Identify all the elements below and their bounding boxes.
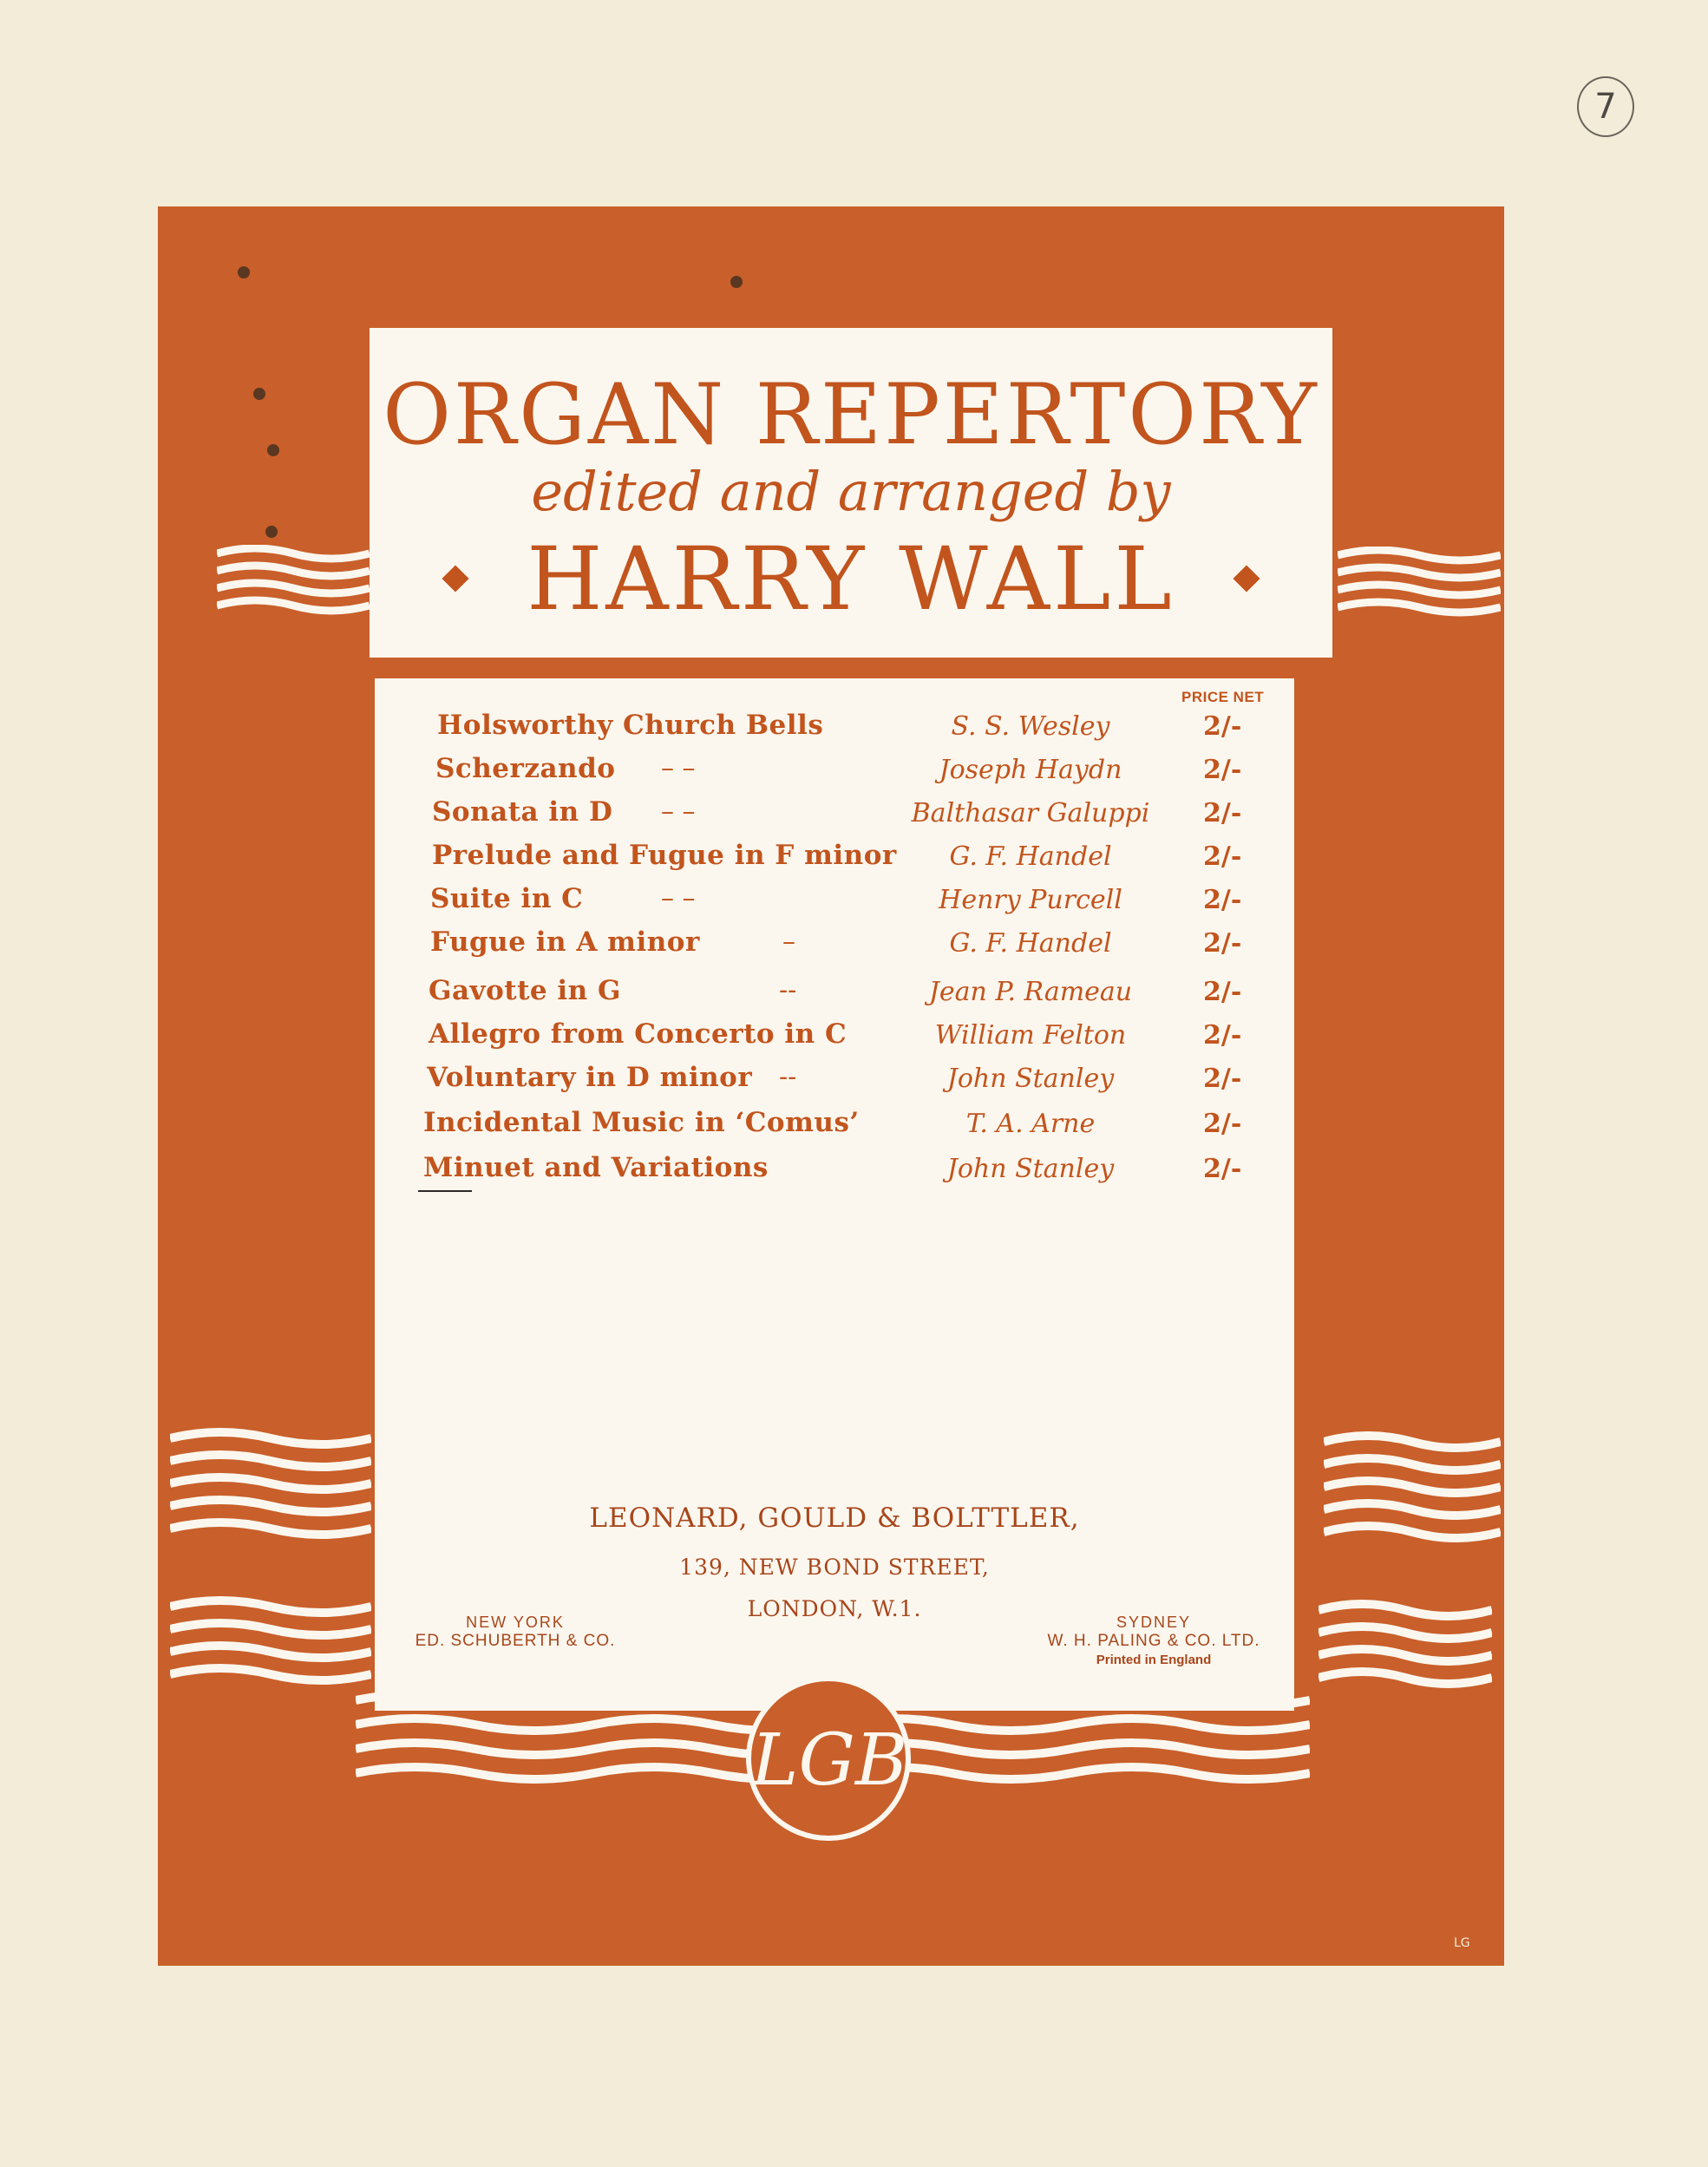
piece-title: Incidental Music in ‘Comus’ (423, 1107, 860, 1138)
price: 2/- (1203, 711, 1242, 742)
publisher-monogram-seal (746, 1676, 911, 1841)
agent-city: SYDNEY (1116, 1614, 1192, 1631)
agent-firm: ED. SCHUBERTH & CO. (415, 1632, 616, 1650)
dash-leader: -- (779, 975, 797, 1005)
price: 2/- (1203, 841, 1242, 872)
catalogue-row (375, 975, 1294, 1018)
piece-title: Holsworthy Church Bells (437, 710, 824, 741)
punch-hole (238, 266, 250, 278)
collection-title: ORGAN REPERTORY (383, 366, 1319, 463)
price-column-header: PRICE NET (1181, 689, 1265, 705)
catalogue-row (375, 1018, 1294, 1062)
piece-title: Minuet and Variations (423, 1152, 769, 1183)
composer-name: John Stanley (946, 1154, 1115, 1184)
catalogue-row (375, 796, 1294, 840)
agent-sydney (1024, 1614, 1284, 1667)
dash-leader: -- (779, 1062, 797, 1092)
catalogue-row (375, 710, 1294, 753)
punch-hole (265, 526, 278, 538)
price: 2/- (1203, 1154, 1242, 1184)
price: 2/- (1203, 1109, 1242, 1139)
price: 2/- (1203, 885, 1242, 915)
punch-hole (267, 444, 279, 456)
price: 2/- (1203, 977, 1242, 1007)
right-wave-ornament-lower (1319, 1600, 1492, 1695)
dash-leader: – (782, 926, 795, 957)
publisher-city: LONDON, W.1. (747, 1596, 922, 1621)
page-number-mark (1577, 76, 1634, 137)
catalogue-row (375, 840, 1294, 883)
left-wave-ornament-upper (217, 545, 370, 623)
catalogue-row (375, 1107, 1294, 1150)
piece-title: Scherzando (435, 753, 616, 784)
piece-title: Voluntary in D minor (427, 1062, 753, 1093)
composer-name: Jean P. Rameau (928, 977, 1133, 1007)
composer-name: John Stanley (946, 1064, 1115, 1094)
dash-leader: – – (661, 796, 696, 827)
catalogue-row (375, 1152, 1294, 1195)
price: 2/- (1203, 1020, 1242, 1051)
piece-title: Fugue in A minor (430, 926, 700, 958)
dash-leader: – – (661, 883, 696, 913)
pencil-underline (418, 1190, 472, 1192)
printed-in-england-note: Printed in England (1096, 1653, 1212, 1667)
price: 2/- (1203, 1064, 1242, 1094)
piece-title: Sonata in D (432, 796, 613, 828)
agent-city: NEW YORK (466, 1614, 565, 1631)
collection-subtitle: edited and arranged by (531, 460, 1171, 523)
composer-name: Balthasar Galuppi (911, 798, 1150, 828)
dash-leader: – – (661, 753, 696, 783)
catalogue-row (375, 926, 1294, 970)
piece-title: Prelude and Fugue in F minor (432, 840, 897, 871)
catalogue-row (375, 1062, 1294, 1105)
composer-name: S. S. Wesley (951, 711, 1110, 742)
right-wave-ornament-upper (1338, 547, 1501, 625)
agent-new-york (385, 1614, 645, 1651)
publisher-street: 139, NEW BOND STREET, (679, 1555, 990, 1580)
composer-name: T. A. Arne (965, 1109, 1096, 1139)
punch-hole (730, 276, 743, 288)
page-number: 7 (1594, 87, 1617, 127)
composer-name: Henry Purcell (939, 885, 1122, 915)
price: 2/- (1203, 755, 1242, 785)
composer-name: William Felton (934, 1020, 1127, 1051)
composer-name: Joseph Haydn (939, 755, 1122, 785)
agent-firm: W. H. PALING & CO. LTD. (1047, 1632, 1260, 1650)
artist-initials-mark: LG (1454, 1936, 1470, 1950)
publisher-name: LEONARD, GOULD & BOLTTLER, (589, 1502, 1080, 1534)
left-wave-ornament-lower (170, 1596, 371, 1692)
piece-title: Suite in C (430, 883, 584, 914)
monogram-lettering: LGB (751, 1719, 908, 1802)
price: 2/- (1203, 928, 1242, 959)
left-wave-ornament-middle (170, 1428, 371, 1558)
punch-hole (253, 388, 265, 400)
piece-title: Allegro from Concerto in C (429, 1018, 847, 1050)
catalogue-row (375, 753, 1294, 796)
catalogue-panel (375, 678, 1294, 1711)
catalogue-row (375, 883, 1294, 926)
price: 2/- (1203, 798, 1242, 828)
composer-name: G. F. Handel (949, 928, 1112, 959)
editor-name: HARRY WALL (527, 528, 1175, 630)
piece-title: Gavotte in G (429, 975, 621, 1006)
right-wave-ornament-middle (1324, 1431, 1501, 1561)
composer-name: G. F. Handel (949, 841, 1112, 872)
title-panel (370, 328, 1332, 658)
